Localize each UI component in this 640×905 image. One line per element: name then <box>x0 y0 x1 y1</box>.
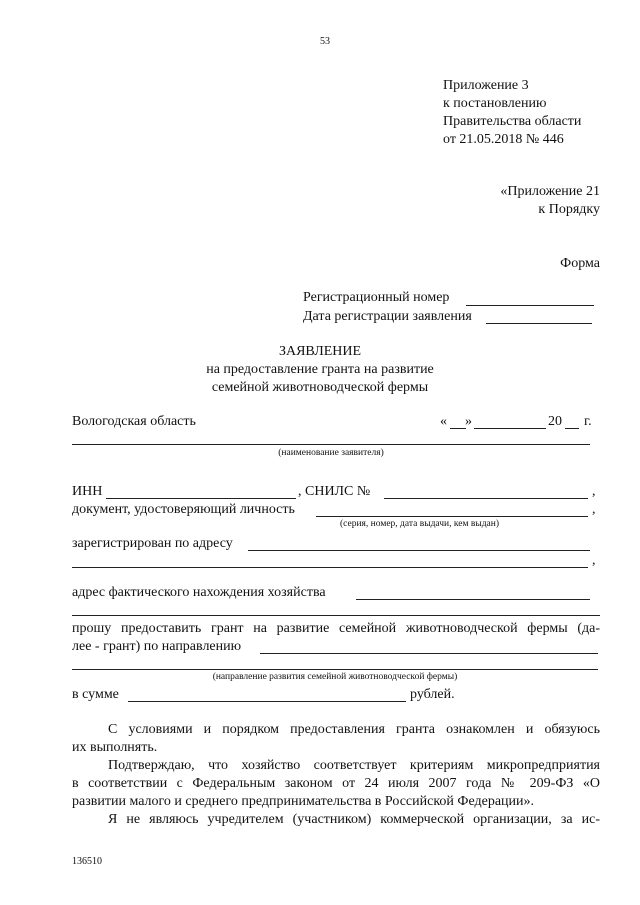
paragraph-2-line-3: развитии малого и среднего предпринимательства в Российской Федерации». <box>72 794 535 809</box>
document-comma: , <box>592 502 596 517</box>
appendix-line-2: к постановлению <box>443 96 547 111</box>
inn-line <box>106 498 296 499</box>
actual-address-label: адрес фактического нахождения хозяйства <box>72 585 326 600</box>
snils-label: , СНИЛС № <box>298 484 371 499</box>
region-label: Вологодская область <box>72 414 196 429</box>
appendix-line-1: Приложение 3 <box>443 78 529 93</box>
rubles-label: рублей. <box>410 687 455 702</box>
paragraph-2-line-1: Подтверждаю, что хозяйство соответствует критериям микропредприятия <box>108 758 600 773</box>
registration-number-label: Регистрационный номер <box>303 290 450 305</box>
paragraph-1-line-2: их выполнять. <box>72 740 158 755</box>
document-details-hint: (серия, номер, дата выдачи, кем выдан) <box>340 519 500 529</box>
date-day-line <box>450 428 466 429</box>
direction-line-2 <box>72 669 598 670</box>
snils-line <box>384 498 588 499</box>
date-year-line <box>565 428 579 429</box>
appendix-line-4: от 21.05.2018 № 446 <box>443 132 564 147</box>
document-line <box>316 516 588 517</box>
form-label: Форма <box>560 256 600 271</box>
appendix21-line-1: «Приложение 21 <box>500 184 600 199</box>
registration-date-label: Дата регистрации заявления <box>303 309 472 324</box>
sum-label: в сумме <box>72 687 119 702</box>
applicant-name-line <box>72 444 590 445</box>
registration-number-line <box>466 305 594 306</box>
paragraph-1-line-1: С условиями и порядком предоставления гранта ознакомлен и обязуюсь <box>108 722 600 737</box>
request-line-1: прошу предоставить грант на развитие семейной животноводческой фермы (да- <box>72 621 600 636</box>
paragraph-3-line-1: Я не являюсь учредителем (участником) коммерческой организации, за ис- <box>108 812 600 827</box>
registration-date-line <box>486 323 592 324</box>
document-title: ЗАЯВЛЕНИЕ <box>278 344 362 359</box>
snils-comma: , <box>592 484 596 499</box>
footer-code: 136510 <box>72 856 102 867</box>
actual-address-line <box>356 599 590 600</box>
sum-line <box>128 701 406 702</box>
registered-address-comma: , <box>592 553 596 568</box>
document-subtitle-2: семейной животноводческой фермы <box>211 380 429 395</box>
actual-address-line-2 <box>72 615 600 616</box>
document-label: документ, удостоверяющий личность <box>72 502 295 517</box>
registered-address-line <box>248 550 590 551</box>
document-subtitle-1: на предоставление гранта на развитие <box>206 362 434 377</box>
page-number: 53 <box>320 36 330 47</box>
date-month-line <box>474 428 546 429</box>
date-year-prefix: 20 <box>548 414 562 429</box>
appendix21-line-2: к Порядку <box>538 202 600 217</box>
registered-address-line-2 <box>72 567 588 568</box>
date-quote-open: « <box>440 414 447 429</box>
date-quote-close: » <box>465 414 472 429</box>
request-line-2: лее - грант) по направлению <box>72 639 242 654</box>
registered-address-label: зарегистрирован по адресу <box>72 536 233 551</box>
direction-line <box>260 653 598 654</box>
inn-label: ИНН <box>72 484 103 499</box>
direction-hint: (направление развития семейной животноводческой фермы) <box>212 672 458 682</box>
paragraph-2-line-2: в соответствии с Федеральным законом от 24 июля 2007 года № 209-ФЗ «О <box>72 776 600 791</box>
applicant-name-hint: (наименование заявителя) <box>278 448 384 458</box>
appendix-line-3: Правительства области <box>443 114 582 129</box>
date-year-suffix: г. <box>584 414 592 429</box>
